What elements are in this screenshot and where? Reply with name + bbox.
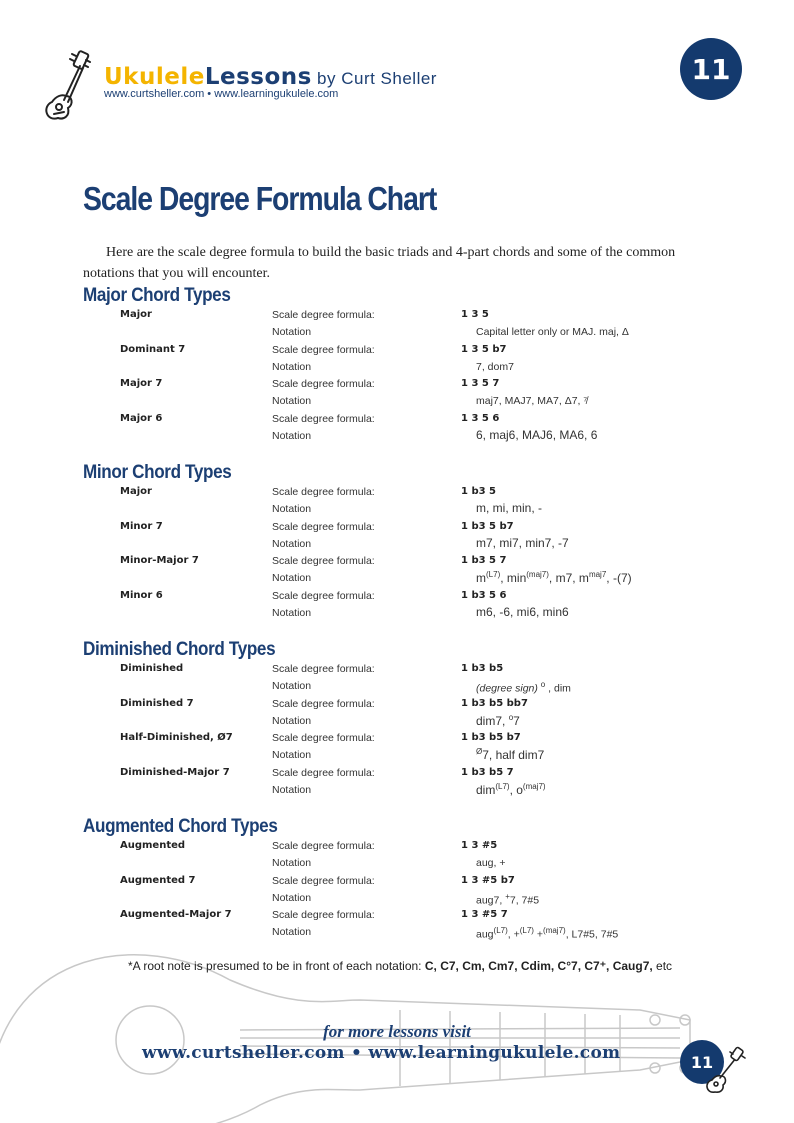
notation-part: , L7#5, 7#5 [565,928,619,941]
chord-name: Half-Diminished, Ø7 [120,732,233,744]
formula-label: Scale degree formula: [272,840,375,852]
chord-formula: 1 b3 b5 7 [461,766,514,778]
chord-row [83,840,498,857]
notation-label: Notation [272,926,312,939]
notation-sup: o [508,712,514,722]
notation-part: dim7, [476,713,509,728]
notation-label: Notation [272,503,312,516]
notation-part: 7 [513,713,520,728]
brand-urls: www.curtsheller.com • www.learningukulele.com [104,88,339,100]
notation-sup: (maj7) [526,570,549,580]
chord-notation: m6, -6, mi6, min6 [476,605,569,620]
notation-row [83,395,588,412]
chord-notation: maj7, MAJ7, MA7, Δ7, ⁷̸ [476,395,588,408]
notation-label: Notation [272,714,312,727]
notation-sup: (L7) [493,926,508,936]
notation-row [83,712,520,732]
notation-part: , dim [545,682,571,695]
formula-label: Scale degree formula: [272,412,375,425]
footer-ukulele-icon [698,1044,754,1096]
footer-tagline: for more lessons visit [323,1022,471,1041]
formula-label: Scale degree formula: [272,555,375,568]
section-heading: Diminished Chord Types [83,639,276,660]
chord-notation [476,570,632,585]
chord-name: Major [120,486,152,497]
notation-row [83,680,571,697]
chord-row [83,766,514,784]
chord-notation: m7, mi7, min7, -7 [476,535,569,550]
notation-row [83,605,569,624]
footnote-examples: C, C7, Cm, Cm7, Cdim, C°7, C7⁺, Caug7, [424,959,653,973]
intro-paragraph: Here are the scale degree formula to build the basic triads and 4-part chords and some of the common notations that you will encounter. [83,245,676,281]
page-number-badge: 11 [680,38,742,100]
notation-part: , m7, m [548,571,589,586]
chord-row [83,663,504,680]
notation-row [83,360,514,378]
diminished-chord-section [83,639,571,801]
formula-label: Scale degree formula: [272,589,375,602]
notation-row [83,570,632,589]
chord-notation: m, mi, min, - [476,501,542,516]
notation-part: dim [476,783,496,798]
chord-formula: 1 b3 5 7 [461,555,507,567]
notation-sup: (maj7) [543,926,566,936]
formula-label: Scale degree formula: [272,732,375,745]
notation-part: , -(7) [606,571,632,586]
notation-label: Notation [272,430,312,443]
brand [104,64,437,100]
formula-label: Scale degree formula: [272,378,375,391]
chord-row [83,309,489,326]
notation-row [83,326,629,343]
page-title: Scale Degree Formula Chart [83,180,437,217]
chord-name: Diminished 7 [120,697,194,709]
notation-label: Notation [272,749,312,762]
formula-label: Scale degree formula: [272,486,375,498]
chord-row [83,343,507,361]
notation-row [83,501,542,520]
footnote-etc: etc [652,959,673,973]
formula-label: Scale degree formula: [272,909,375,922]
chord-formula: 1 3 5 7 [461,378,500,390]
chord-notation [476,747,544,762]
notation-sup: (L7) [486,570,501,580]
brand-by: by Curt Sheller [311,69,437,88]
chord-formula: 1 3 #5 7 [461,909,508,921]
chord-name: Augmented [120,840,186,851]
notation-sup: (maj7) [522,782,546,792]
chord-name: Major 7 [120,378,163,390]
chord-row [83,520,514,538]
notation-sup: Ø [476,747,483,757]
notation-part: 7, half dim7 [482,748,545,763]
chord-name: Diminished-Major 7 [120,766,230,778]
chord-row [83,732,521,749]
notation-part: , min [500,571,527,586]
chord-notation: aug, + [476,857,506,870]
notation-part: m [476,571,486,586]
notation-sup: + [505,891,510,901]
chord-name: Major 6 [120,412,163,424]
section-heading: Augmented Chord Types [83,816,278,837]
formula-label: Scale degree formula: [272,309,375,321]
notation-label: Notation [272,326,312,339]
notation-label: Notation [272,784,312,797]
notation-row [83,747,545,766]
notation-label: Notation [272,891,312,904]
ukulele-illustration-icon [0,890,794,1123]
chord-formula: 1 b3 5 [461,486,496,497]
chord-row [83,412,500,430]
chord-formula: 1 3 5 6 [461,412,500,424]
chord-formula: 1 3 #5 [461,840,498,851]
chord-row [83,589,507,607]
section-heading: Minor Chord Types [83,462,232,483]
chord-formula: 1 b3 5 6 [461,589,507,601]
chord-formula: 1 3 5 [461,309,489,320]
chord-notation: Capital letter only or MAJ. maj, Δ [476,326,629,339]
chord-name: Major [120,309,152,320]
chord-notation: 6, maj6, MAJ6, MA6, 6 [476,428,598,443]
chord-notation: 7, dom7 [476,360,514,373]
minor-chord-section [83,462,632,624]
notation-label: Notation [272,537,312,550]
notation-part: aug7, [476,894,506,907]
chord-name: Augmented-Major 7 [120,909,232,921]
notation-label: Notation [272,857,312,870]
brand-part2: Lessons [204,64,312,90]
notation-italic: (degree sign) [476,682,538,695]
chord-row [83,555,507,572]
chord-name: Dominant 7 [120,343,186,355]
notation-part: , o [509,783,523,798]
notation-sup: (L7) [495,782,510,792]
chord-formula: 1 3 #5 b7 [461,874,515,886]
notation-label: Notation [272,395,312,408]
notation-row [83,782,546,801]
formula-label: Scale degree formula: [272,663,375,675]
notation-label: Notation [272,607,312,620]
notation-sup: (L7) [519,926,534,936]
chord-name: Minor-Major 7 [120,555,199,567]
notation-row [83,428,598,447]
chord-row [83,697,528,715]
notation-label: Notation [272,680,312,693]
footnote-text: *A root note is presumed to be in front of each notation: [128,959,425,973]
chord-notation [476,713,520,728]
chord-formula: 1 b3 5 b7 [461,520,514,532]
notation-row [83,857,506,874]
chord-row [83,486,496,503]
degree-sign: o [540,680,546,690]
chord-name: Minor 6 [120,589,163,601]
notation-label: Notation [272,572,312,585]
major-chord-section [83,285,629,447]
footer-urls[interactable]: www.curtsheller.com • www.learningukulele.com [142,1043,621,1063]
chord-formula: 1 b3 b5 b7 [461,732,521,744]
formula-label: Scale degree formula: [272,874,375,887]
notation-label: Notation [272,360,312,373]
formula-label: Scale degree formula: [272,520,375,533]
formula-label: Scale degree formula: [272,343,375,356]
chord-formula: 1 b3 b5 bb7 [461,697,528,709]
notation-row [83,535,569,555]
section-heading: Major Chord Types [83,285,231,306]
chord-notation [476,782,546,797]
chord-row [83,378,500,395]
notation-part: 7, 7#5 [509,894,540,907]
notation-part: , + [507,928,520,941]
formula-label: Scale degree formula: [272,766,375,779]
chord-formula: 1 3 5 b7 [461,343,507,355]
notation-part: aug [476,928,494,941]
chord-name: Minor 7 [120,520,163,532]
brand-title [104,64,437,90]
notation-part: + [533,928,544,941]
notation-sup: maj7 [588,570,607,580]
chord-name: Augmented 7 [120,874,196,886]
chord-formula: 1 b3 b5 [461,663,504,674]
formula-label: Scale degree formula: [272,697,375,710]
chord-name: Diminished [120,663,184,674]
chord-notation [476,680,571,695]
footer-page-number: 11 [680,1040,724,1084]
brand-part1: Ukulele [104,64,205,90]
footnote [128,959,672,973]
